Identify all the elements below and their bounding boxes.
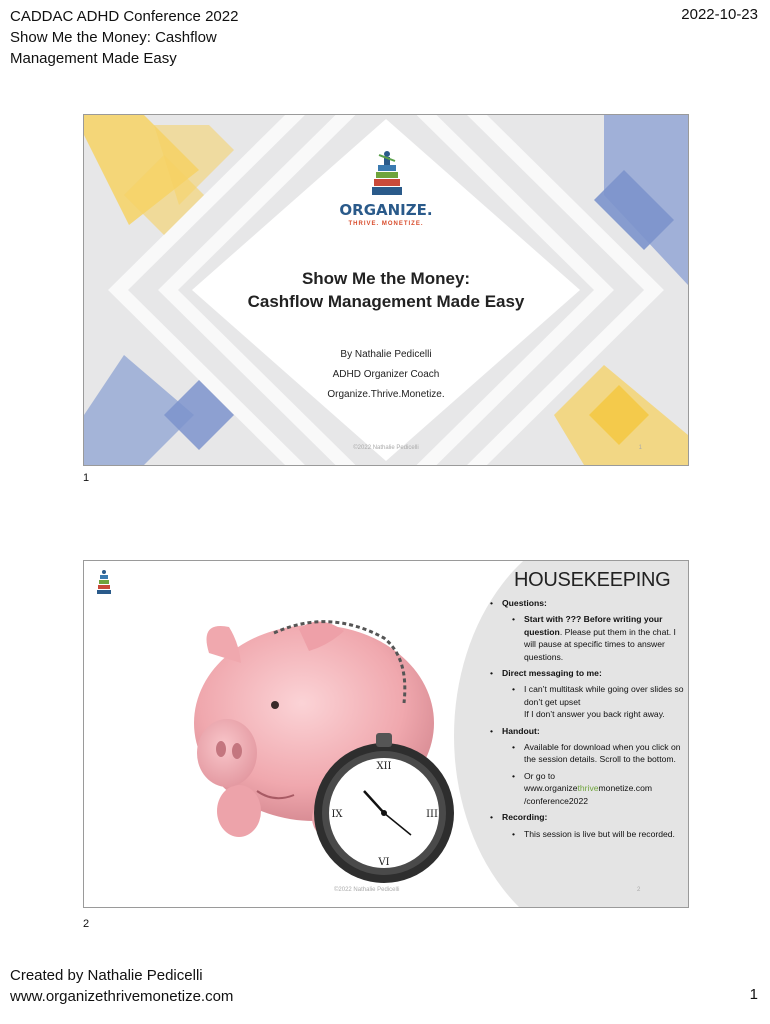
- slide-2-number: 2: [637, 887, 641, 893]
- list-item-direct-messaging: • Direct messaging to me:: [486, 667, 686, 679]
- slide-2-copyright: ©2022 Nathalie Pedicelli: [334, 887, 400, 893]
- dm-line-1: I can’t multitask while going over slides so don’t get upset: [524, 684, 684, 707]
- footer-page-number: 1: [749, 986, 758, 1003]
- footer-author: Created by Nathalie Pedicelli: [10, 967, 203, 984]
- list-item-handout-download: • Available for download when you click on the session details. Scroll to the bottom.: [486, 741, 686, 766]
- svg-text:XII: XII: [376, 761, 392, 772]
- housekeeping-list: [486, 597, 686, 844]
- slide-1-role: ADHD Organizer Coach: [332, 369, 440, 380]
- list-item-questions: • Questions:: [486, 597, 686, 609]
- dm-line-2: If I don’t answer you back right away.: [524, 709, 665, 720]
- slide-1-copyright: ©2022 Nathalie Pedicelli: [353, 445, 419, 451]
- handout-prefix: Or go to: [524, 770, 556, 781]
- slide-2-title: HOUSEKEEPING: [514, 569, 671, 591]
- handout-url-b: thrive: [577, 783, 599, 794]
- list-item-recording: • Recording:: [486, 811, 686, 823]
- svg-text:IX: IX: [331, 809, 343, 820]
- handout-url-a: www.organize: [524, 783, 578, 794]
- slide-1-company: Organize.Thrive.Monetize.: [327, 389, 445, 400]
- logo-tagline: THRIVE. MONETIZE.: [348, 221, 424, 227]
- questions-rest-text: . Please put them in the chat. I will pause at specific times to answer questions.: [524, 626, 676, 662]
- page-header: [10, 6, 310, 69]
- footer-website: www.organizethrivemonetize.com: [10, 988, 234, 1005]
- slide-1-title-line1: Show Me the Money:: [301, 269, 471, 288]
- slide-1-title: [84, 267, 688, 313]
- list-item-handout-url: [486, 770, 686, 807]
- header-title-line2: Management Made Easy: [10, 50, 177, 67]
- mini-logo-icon: [94, 569, 114, 601]
- header-date: 2022-10-23: [681, 6, 758, 23]
- list-item-recording-detail: • This session is live but will be recorded.: [486, 828, 686, 840]
- slide-1-number: 1: [638, 445, 642, 451]
- svg-text:VI: VI: [378, 857, 390, 868]
- piggy-bank-watch-image: [179, 613, 469, 893]
- slide-1-caption: 1: [83, 472, 90, 484]
- header-title-line1: Show Me the Money: Cashflow: [10, 29, 217, 46]
- logo-wordmark: ORGANIZE.: [339, 201, 433, 219]
- handout-url-c: monetize.com: [598, 783, 653, 794]
- questions-bold-text: Start with ??? Before writing your question: [524, 614, 663, 637]
- handout-url-d: /conference2022: [524, 795, 589, 806]
- slide-1: [83, 114, 689, 466]
- list-item-dm-detail: [486, 683, 686, 720]
- slide-1-author: By Nathalie Pedicelli: [340, 349, 432, 360]
- slide-2: [83, 560, 689, 908]
- organize-logo-icon: [369, 149, 403, 199]
- page-footer: [10, 965, 233, 1007]
- list-item-handout: • Handout:: [486, 725, 686, 737]
- header-conference: CADDAC ADHD Conference 2022: [10, 8, 239, 25]
- slide-2-caption: 2: [83, 918, 90, 930]
- svg-text:III: III: [426, 809, 438, 820]
- slide-1-title-line2: Cashflow Management Made Easy: [247, 292, 525, 311]
- list-item-questions-detail: [486, 613, 686, 663]
